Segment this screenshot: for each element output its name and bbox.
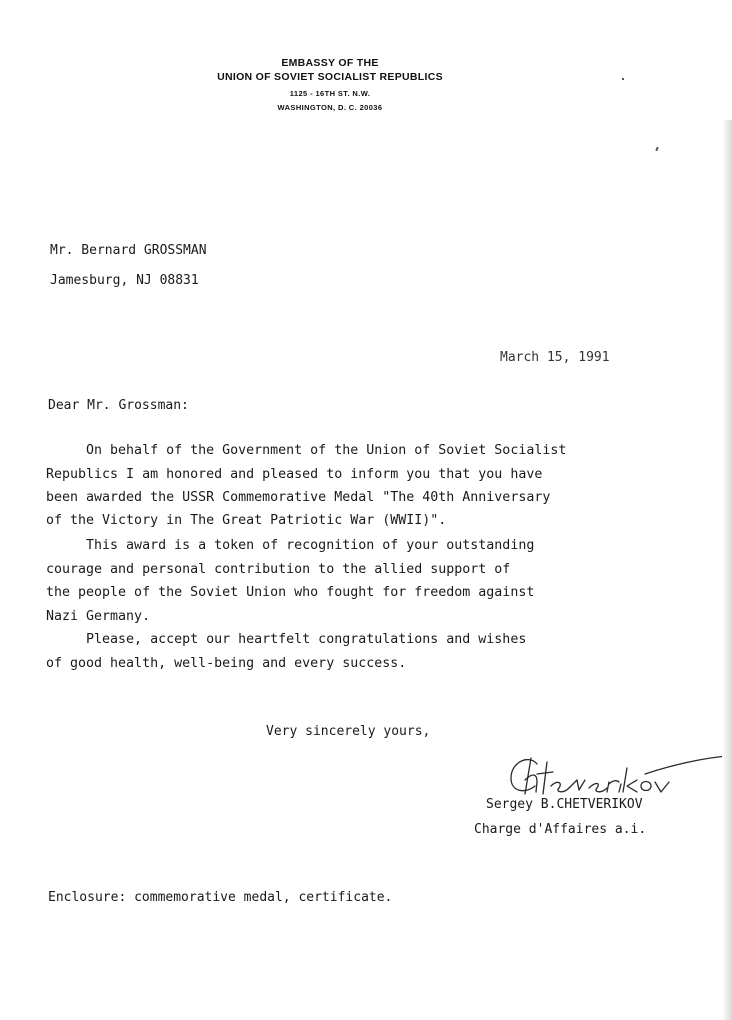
recipient-name: Mr. Bernard GROSSMAN xyxy=(50,243,207,258)
salutation: Dear Mr. Grossman: xyxy=(48,398,189,413)
body-line: courage and personal contribution to the allied support of xyxy=(46,562,511,577)
body-line: On behalf of the Government of the Union of Soviet Socialist xyxy=(46,443,567,458)
signatory-name: Sergey B.CHETVERIKOV xyxy=(486,797,643,812)
body-line: This award is a token of recognition of your outstanding xyxy=(46,538,535,553)
paper-speck xyxy=(622,78,624,80)
paper-speck xyxy=(655,147,658,151)
letterhead-line-2: UNION OF SOVIET SOCIALIST REPUBLICS xyxy=(217,71,443,83)
letterhead-city: WASHINGTON, D. C. 20036 xyxy=(277,103,383,112)
body-line: of the Victory in The Great Patriotic War (WWII)". xyxy=(46,513,447,528)
letterhead-line-1: EMBASSY OF THE xyxy=(281,57,379,69)
body-line: Republics I am honored and pleased to inform you that you have xyxy=(46,467,543,482)
body-line: Nazi Germany. xyxy=(46,609,151,624)
signatory-title: Charge d'Affaires a.i. xyxy=(474,822,647,837)
enclosure-note: Enclosure: commemorative medal, certificate. xyxy=(48,890,393,905)
embassy-letterhead xyxy=(190,56,470,115)
handwritten-signature xyxy=(505,752,730,802)
closing: Very sincerely yours, xyxy=(266,724,431,739)
letterhead-street: 1125 - 16TH ST. N.W. xyxy=(289,89,371,98)
body-line: been awarded the USSR Commemorative Medal "The 40th Anniversary xyxy=(46,490,551,505)
body-line: of good health, well-being and every success. xyxy=(46,656,407,671)
letter-date: March 15, 1991 xyxy=(500,350,610,365)
recipient-address: Jamesburg, NJ 08831 xyxy=(50,273,199,288)
body-line: Please, accept our heartfelt congratulations and wishes xyxy=(46,632,527,647)
page-edge-shadow xyxy=(722,120,732,1020)
body-line: the people of the Soviet Union who fought for freedom against xyxy=(46,585,535,600)
